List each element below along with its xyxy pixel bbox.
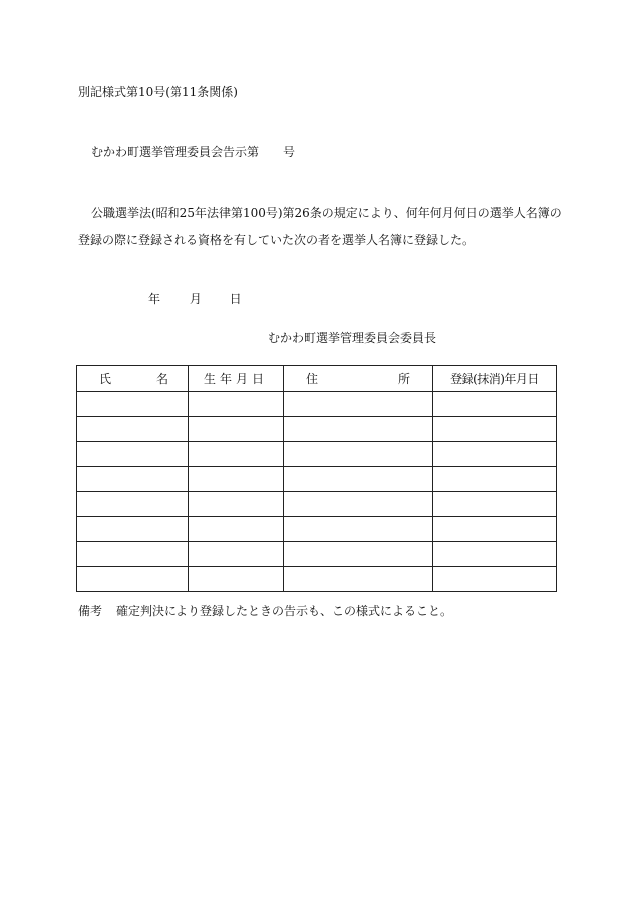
cell-address (284, 392, 433, 417)
table-header-row (77, 366, 557, 392)
cell-name (77, 567, 189, 592)
cell-address (284, 417, 433, 442)
table-row (77, 567, 557, 592)
cell-registration-date (433, 392, 557, 417)
cell-dob (189, 392, 284, 417)
registration-table (76, 365, 557, 592)
header-name (77, 366, 189, 392)
table-row (77, 417, 557, 442)
header-address-part-2: 所 (397, 372, 410, 386)
date-month-label: 月 (189, 292, 202, 306)
cell-name (77, 542, 189, 567)
cell-name (77, 492, 189, 517)
form-number-label: 別記様式第10号(第11条関係) (78, 85, 238, 99)
cell-dob (189, 492, 284, 517)
header-date-of-birth (189, 366, 284, 392)
header-registration-date-label: 登録(抹消)年月日 (450, 372, 539, 386)
table-row (77, 467, 557, 492)
cell-registration-date (433, 417, 557, 442)
table-row (77, 392, 557, 417)
cell-dob (189, 467, 284, 492)
header-address (284, 366, 433, 392)
cell-registration-date (433, 517, 557, 542)
cell-dob (189, 567, 284, 592)
cell-dob (189, 517, 284, 542)
cell-address (284, 467, 433, 492)
cell-address (284, 567, 433, 592)
date-year-label: 年 (148, 292, 161, 306)
header-dob-label: 生年月日 (203, 372, 268, 386)
cell-dob (189, 442, 284, 467)
cell-registration-date (433, 542, 557, 567)
signatory-title: むかわ町選挙管理委員会委員長 (268, 331, 437, 345)
cell-registration-date (433, 467, 557, 492)
header-address-part-1: 住 (306, 372, 319, 386)
cell-address (284, 542, 433, 567)
notice-title: むかわ町選挙管理委員会告示第 号 (91, 145, 296, 159)
date-line (148, 292, 242, 306)
date-day-label: 日 (229, 292, 242, 306)
cell-registration-date (433, 442, 557, 467)
cell-name (77, 417, 189, 442)
cell-dob (189, 417, 284, 442)
cell-registration-date (433, 567, 557, 592)
cell-address (284, 492, 433, 517)
header-name-part-2: 名 (155, 372, 168, 386)
table-row (77, 542, 557, 567)
table-row (77, 517, 557, 542)
cell-name (77, 467, 189, 492)
cell-address (284, 517, 433, 542)
remarks-label: 備考 (78, 604, 103, 618)
cell-dob (189, 542, 284, 567)
notice-body-line-2: 登録の際に登録される資格を有していた次の者を選挙人名簿に登録した。 (78, 233, 475, 247)
header-name-part-1: 氏 (99, 372, 112, 386)
table-row (77, 442, 557, 467)
cell-registration-date (433, 492, 557, 517)
cell-name (77, 392, 189, 417)
table-row (77, 492, 557, 517)
remarks-note (78, 604, 452, 618)
header-registration-date (433, 366, 557, 392)
cell-address (284, 442, 433, 467)
cell-name (77, 517, 189, 542)
remarks-text: 確定判決により登録したときの告示も、この様式によること。 (116, 604, 453, 618)
notice-body-line-1: 公職選挙法(昭和25年法律第100号)第26条の規定により、何年何月何日の選挙人名簿の (91, 206, 562, 220)
cell-name (77, 442, 189, 467)
